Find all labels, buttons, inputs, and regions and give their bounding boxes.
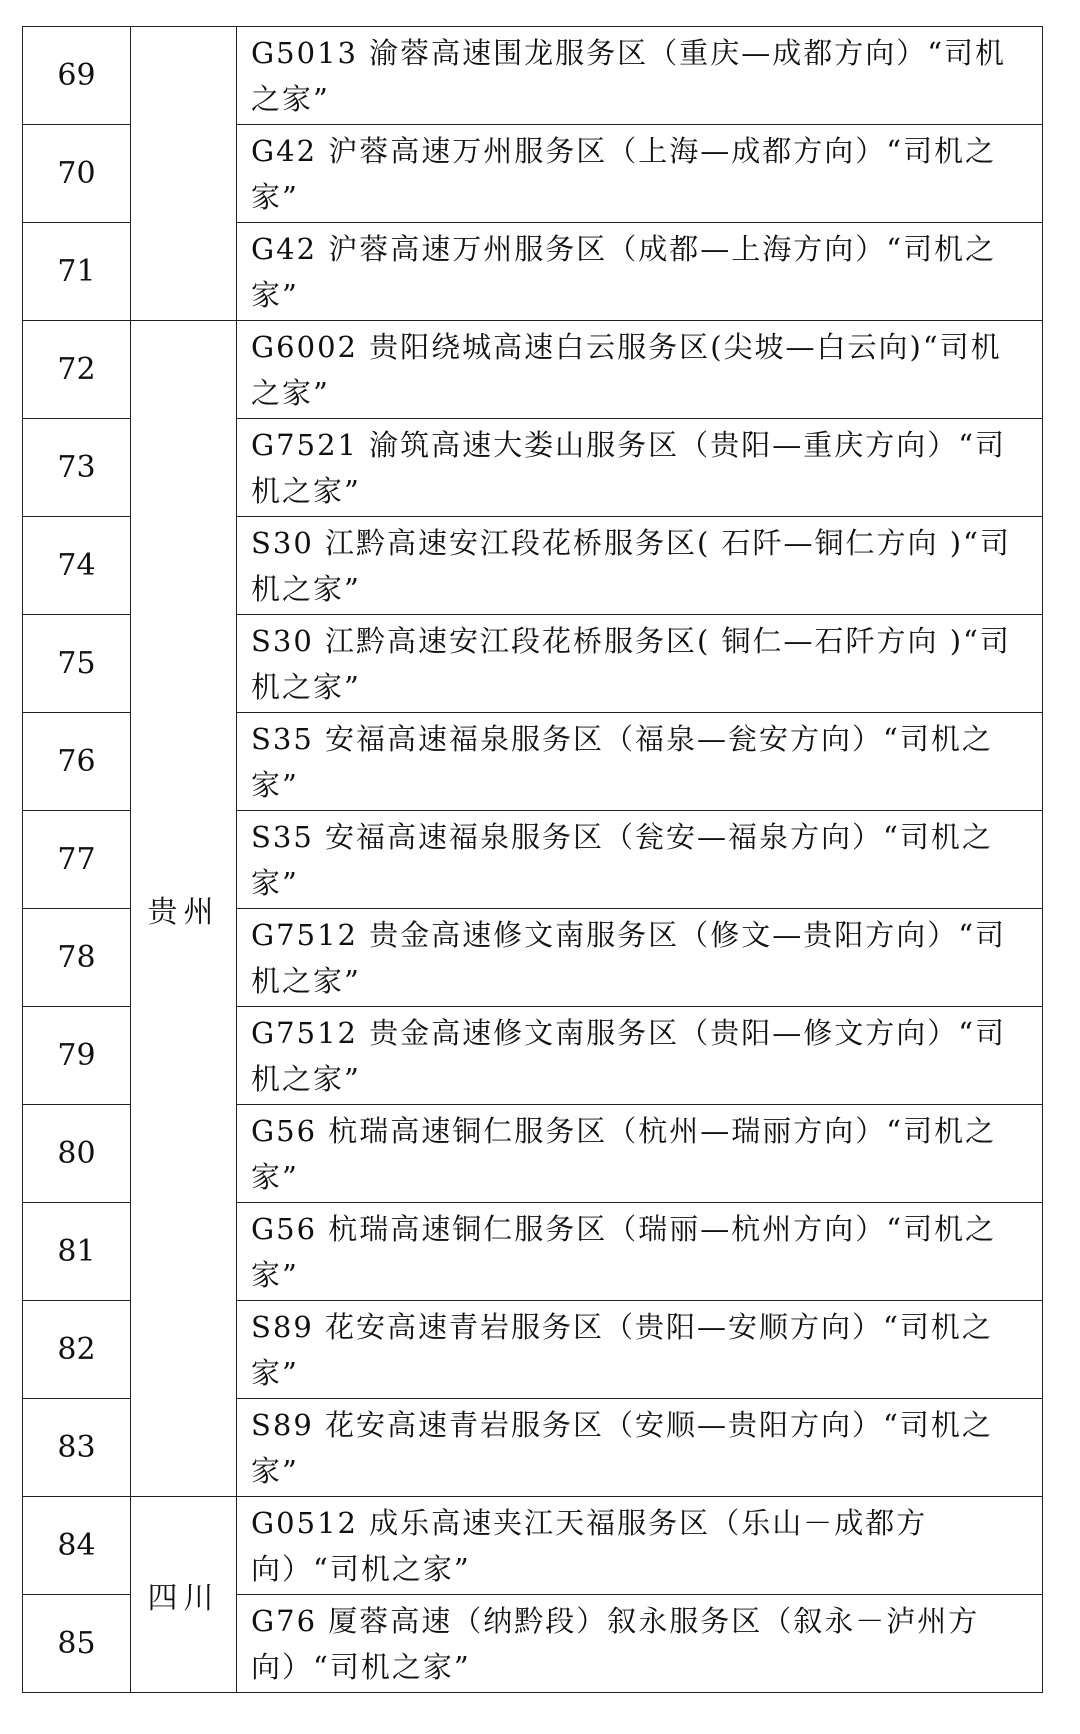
row-number: 75 (23, 615, 131, 713)
service-area-table (22, 26, 1043, 1693)
service-area-name: G42 沪蓉高速万州服务区（成都—上海方向）“司机之家” (237, 223, 1043, 321)
row-number: 84 (23, 1497, 131, 1595)
service-area-name: G7512 贵金高速修文南服务区（贵阳—修文方向）“司机之家” (237, 1007, 1043, 1105)
province-guizhou: 贵州 (131, 321, 237, 1497)
table-row (23, 1497, 1043, 1595)
service-area-name: G7521 渝筑高速大娄山服务区（贵阳—重庆方向）“司机之家” (237, 419, 1043, 517)
service-area-name: S30 江黔高速安江段花桥服务区( 石阡—铜仁方向 )“司机之家” (237, 517, 1043, 615)
row-number: 82 (23, 1301, 131, 1399)
row-number: 74 (23, 517, 131, 615)
province-cell-continued (131, 27, 237, 321)
service-area-name: G0512 成乐高速夹江天福服务区（乐山－成都方向）“司机之家” (237, 1497, 1043, 1595)
service-area-name: G56 杭瑞高速铜仁服务区（瑞丽—杭州方向）“司机之家” (237, 1203, 1043, 1301)
province-sichuan: 四川 (131, 1497, 237, 1693)
service-area-name: G5013 渝蓉高速围龙服务区（重庆—成都方向）“司机之家” (237, 27, 1043, 125)
row-number: 72 (23, 321, 131, 419)
service-area-name: S89 花安高速青岩服务区（贵阳—安顺方向）“司机之家” (237, 1301, 1043, 1399)
service-area-name: S35 安福高速福泉服务区（福泉—瓮安方向）“司机之家” (237, 713, 1043, 811)
row-number: 76 (23, 713, 131, 811)
row-number: 71 (23, 223, 131, 321)
row-number: 80 (23, 1105, 131, 1203)
service-area-name: G56 杭瑞高速铜仁服务区（杭州—瑞丽方向）“司机之家” (237, 1105, 1043, 1203)
row-number: 78 (23, 909, 131, 1007)
service-area-name: G42 沪蓉高速万州服务区（上海—成都方向）“司机之家” (237, 125, 1043, 223)
service-area-name: G7512 贵金高速修文南服务区（修文—贵阳方向）“司机之家” (237, 909, 1043, 1007)
table-row (23, 27, 1043, 125)
row-number: 73 (23, 419, 131, 517)
service-area-name: G76 厦蓉高速（纳黔段）叙永服务区（叙永－泸州方向）“司机之家” (237, 1595, 1043, 1693)
row-number: 77 (23, 811, 131, 909)
service-area-table-container (22, 26, 1042, 1693)
row-number: 81 (23, 1203, 131, 1301)
row-number: 70 (23, 125, 131, 223)
service-area-name: S35 安福高速福泉服务区（瓮安—福泉方向）“司机之家” (237, 811, 1043, 909)
row-number: 69 (23, 27, 131, 125)
row-number: 83 (23, 1399, 131, 1497)
row-number: 79 (23, 1007, 131, 1105)
table-row (23, 321, 1043, 419)
service-area-name: S89 花安高速青岩服务区（安顺—贵阳方向）“司机之家” (237, 1399, 1043, 1497)
service-area-name: G6002 贵阳绕城高速白云服务区(尖坡—白云向)“司机之家” (237, 321, 1043, 419)
service-area-name: S30 江黔高速安江段花桥服务区( 铜仁—石阡方向 )“司机之家” (237, 615, 1043, 713)
row-number: 85 (23, 1595, 131, 1693)
